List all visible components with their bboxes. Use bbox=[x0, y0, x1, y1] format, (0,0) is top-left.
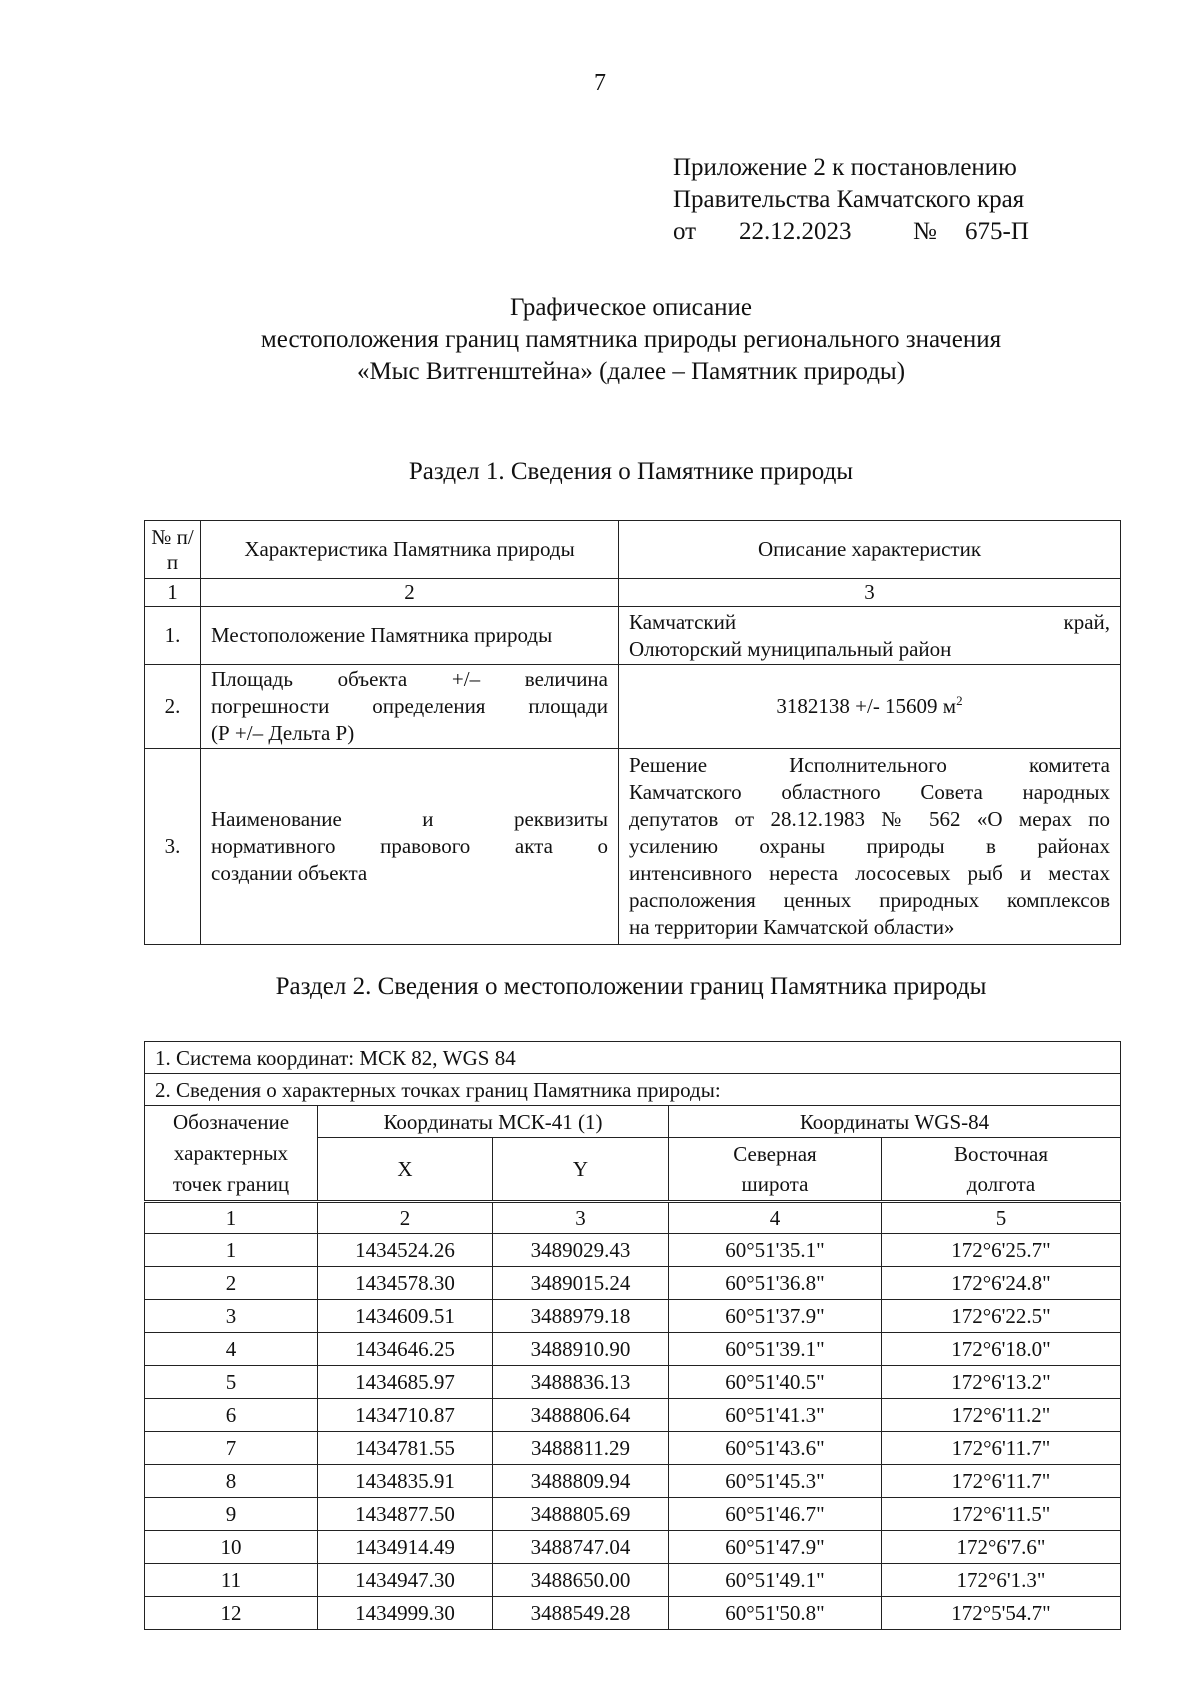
header-wgs: Координаты WGS-84 bbox=[669, 1106, 1121, 1138]
wgs-lat: 60°51'49.1" bbox=[669, 1564, 882, 1597]
colnum-3: 3 bbox=[619, 579, 1121, 607]
point-id: 10 bbox=[145, 1531, 318, 1564]
wgs-lat: 60°51'39.1" bbox=[669, 1333, 882, 1366]
msk-y: 3488809.94 bbox=[493, 1465, 669, 1498]
row-characteristic bbox=[201, 665, 619, 749]
table-row bbox=[145, 1432, 1121, 1465]
colnum-2: 2 bbox=[318, 1202, 493, 1234]
msk-x: 1434609.51 bbox=[318, 1300, 493, 1333]
table-row bbox=[145, 1300, 1121, 1333]
table-row bbox=[145, 1531, 1121, 1564]
msk-x: 1434685.97 bbox=[318, 1366, 493, 1399]
point-id: 6 bbox=[145, 1399, 318, 1432]
points-caption: 2. Сведения о характерных точках границ Памятника природы: bbox=[145, 1074, 1121, 1106]
wgs-lon: 172°6'11.5" bbox=[882, 1498, 1121, 1531]
table-row bbox=[145, 1333, 1121, 1366]
description-line: усилению охраны природы в районах bbox=[629, 834, 1110, 858]
wgs-lon: 172°6'22.5" bbox=[882, 1300, 1121, 1333]
table-row bbox=[145, 1597, 1121, 1630]
msk-x: 1434781.55 bbox=[318, 1432, 493, 1465]
title-line-3: «Мыс Витгенштейна» (далее – Памятник природы) bbox=[356, 358, 906, 385]
row-characteristic: Местоположение Памятника природы bbox=[201, 607, 619, 665]
msk-y: 3488979.18 bbox=[493, 1300, 669, 1333]
table-row bbox=[145, 1234, 1121, 1267]
point-id: 12 bbox=[145, 1597, 318, 1630]
colnum-4: 4 bbox=[669, 1202, 882, 1234]
characteristic-line: погрешности определения площади bbox=[211, 694, 608, 718]
wgs-lat: 60°51'41.3" bbox=[669, 1399, 882, 1432]
msk-x: 1434835.91 bbox=[318, 1465, 493, 1498]
table-row bbox=[145, 1498, 1121, 1531]
header-lat: Северная широта bbox=[669, 1138, 882, 1202]
wgs-lon: 172°6'11.7" bbox=[882, 1432, 1121, 1465]
characteristic-line: нормативного правового акта о bbox=[211, 834, 608, 858]
title-line-1: Графическое описание bbox=[509, 294, 753, 321]
row-description bbox=[619, 665, 1121, 749]
wgs-lon: 172°5'54.7" bbox=[882, 1597, 1121, 1630]
appendix-line-2: Правительства Камчатского края bbox=[673, 186, 1025, 213]
table-row bbox=[145, 1564, 1121, 1597]
point-id: 5 bbox=[145, 1366, 318, 1399]
point-id: 4 bbox=[145, 1333, 318, 1366]
colnum-3: 3 bbox=[493, 1202, 669, 1234]
table-header-row bbox=[145, 521, 1121, 579]
title-line-2: местоположения границ памятника природы регионального значения bbox=[260, 326, 1002, 353]
point-id: 7 bbox=[145, 1432, 318, 1465]
msk-x: 1434646.25 bbox=[318, 1333, 493, 1366]
wgs-lat: 60°51'47.9" bbox=[669, 1531, 882, 1564]
wgs-lon: 172°6'11.2" bbox=[882, 1399, 1121, 1432]
header-msk: Координаты МСК-41 (1) bbox=[318, 1106, 669, 1138]
appendix-date-number bbox=[673, 216, 1029, 248]
characteristic-line: Площадь объекта +/– величина bbox=[211, 667, 608, 691]
wgs-lon: 172°6'1.3" bbox=[882, 1564, 1121, 1597]
characteristic-line: (Р +/– Дельта Р) bbox=[211, 721, 355, 745]
header-num: № п/п bbox=[145, 521, 201, 579]
row-num: 3. bbox=[145, 749, 201, 945]
wgs-lon: 172°6'7.6" bbox=[882, 1531, 1121, 1564]
msk-x: 1434914.49 bbox=[318, 1531, 493, 1564]
table-row bbox=[145, 607, 1121, 665]
point-id: 8 bbox=[145, 1465, 318, 1498]
row-num: 2. bbox=[145, 665, 201, 749]
msk-y: 3488805.69 bbox=[493, 1498, 669, 1531]
msk-y: 3488549.28 bbox=[493, 1597, 669, 1630]
coord-system-row bbox=[145, 1042, 1121, 1074]
coordinates-table bbox=[144, 1041, 1121, 1630]
header-characteristic: Характеристика Памятника природы bbox=[201, 521, 619, 579]
wgs-lon: 172°6'18.0" bbox=[882, 1333, 1121, 1366]
appendix-date: 22.12.2023 bbox=[739, 218, 852, 245]
description-line: интенсивного нереста лососевых рыб и местах bbox=[629, 861, 1110, 885]
table-row bbox=[145, 1465, 1121, 1498]
row-num: 1. bbox=[145, 607, 201, 665]
column-numbers-row bbox=[145, 579, 1121, 607]
appendix-line-1: Приложение 2 к постановлению bbox=[673, 154, 1017, 181]
document-title bbox=[0, 292, 1200, 388]
characteristic-line: создании объекта bbox=[211, 861, 368, 885]
coord-system: 1. Система координат: МСК 82, WGS 84 bbox=[145, 1042, 1121, 1074]
colnum-1: 1 bbox=[145, 1202, 318, 1234]
description-line: депутатов от 28.12.1983 № 562 «О мерах по bbox=[629, 807, 1110, 831]
point-id: 2 bbox=[145, 1267, 318, 1300]
msk-x: 1434710.87 bbox=[318, 1399, 493, 1432]
characteristics-table bbox=[144, 520, 1121, 945]
point-id: 9 bbox=[145, 1498, 318, 1531]
msk-x: 1434947.30 bbox=[318, 1564, 493, 1597]
colnum-2: 2 bbox=[201, 579, 619, 607]
msk-y: 3488806.64 bbox=[493, 1399, 669, 1432]
colnum-5: 5 bbox=[882, 1202, 1121, 1234]
header-lon: Восточная долгота bbox=[882, 1138, 1121, 1202]
header-designation: Обозначение характерных точек границ bbox=[145, 1106, 318, 1202]
msk-y: 3489015.24 bbox=[493, 1267, 669, 1300]
wgs-lon: 172°6'24.8" bbox=[882, 1267, 1121, 1300]
msk-y: 3488836.13 bbox=[493, 1366, 669, 1399]
description-line: Олюторский муниципальный район bbox=[629, 636, 952, 661]
appendix-block bbox=[673, 152, 1029, 248]
section-2-heading: Раздел 2. Сведения о местоположении границ Памятника природы bbox=[275, 973, 987, 1000]
msk-y: 3488747.04 bbox=[493, 1531, 669, 1564]
header-y: Y bbox=[493, 1138, 669, 1202]
table-row bbox=[145, 749, 1121, 945]
colnum-1: 1 bbox=[145, 579, 201, 607]
header-x: X bbox=[318, 1138, 493, 1202]
msk-x: 1434877.50 bbox=[318, 1498, 493, 1531]
characteristic-line: Наименование и реквизиты bbox=[211, 807, 608, 831]
msk-y: 3488811.29 bbox=[493, 1432, 669, 1465]
section-1-heading: Раздел 1. Сведения о Памятнике природы bbox=[408, 458, 854, 485]
page-number: 7 bbox=[594, 70, 606, 96]
msk-y: 3488910.90 bbox=[493, 1333, 669, 1366]
wgs-lat: 60°51'35.1" bbox=[669, 1234, 882, 1267]
point-id: 1 bbox=[145, 1234, 318, 1267]
wgs-lat: 60°51'43.6" bbox=[669, 1432, 882, 1465]
row-description bbox=[619, 607, 1121, 665]
wgs-lon: 172°6'11.7" bbox=[882, 1465, 1121, 1498]
msk-x: 1434999.30 bbox=[318, 1597, 493, 1630]
table-row bbox=[145, 1366, 1121, 1399]
point-id: 3 bbox=[145, 1300, 318, 1333]
description-line: расположения ценных природных комплексов bbox=[629, 888, 1110, 912]
wgs-lat: 60°51'40.5" bbox=[669, 1366, 882, 1399]
points-caption-row bbox=[145, 1074, 1121, 1106]
row-description bbox=[619, 749, 1121, 945]
wgs-lon: 172°6'25.7" bbox=[882, 1234, 1121, 1267]
table-row bbox=[145, 665, 1121, 749]
point-id: 11 bbox=[145, 1564, 318, 1597]
description-line: Камчатского областного Совета народных bbox=[629, 780, 1110, 804]
table-row bbox=[145, 1267, 1121, 1300]
table-row bbox=[145, 1399, 1121, 1432]
coord-colnums-row bbox=[145, 1202, 1121, 1234]
appendix-number: 675-П bbox=[965, 218, 1029, 245]
msk-x: 1434578.30 bbox=[318, 1267, 493, 1300]
wgs-lat: 60°51'46.7" bbox=[669, 1498, 882, 1531]
msk-y: 3489029.43 bbox=[493, 1234, 669, 1267]
wgs-lat: 60°51'50.8" bbox=[669, 1597, 882, 1630]
msk-x: 1434524.26 bbox=[318, 1234, 493, 1267]
description-line: Решение Исполнительного комитета bbox=[629, 753, 1110, 777]
description-line: Камчатский край, bbox=[629, 609, 1110, 634]
row-characteristic bbox=[201, 749, 619, 945]
appendix-from-label: от bbox=[673, 218, 697, 245]
area-value: 3182138 +/- 15609 м bbox=[776, 694, 957, 718]
coord-header-row-1 bbox=[145, 1106, 1121, 1138]
wgs-lat: 60°51'37.9" bbox=[669, 1300, 882, 1333]
appendix-number-sign: № bbox=[913, 218, 937, 245]
area-unit-exponent: 2 bbox=[956, 693, 963, 708]
header-description: Описание характеристик bbox=[619, 521, 1121, 579]
msk-y: 3488650.00 bbox=[493, 1564, 669, 1597]
wgs-lat: 60°51'36.8" bbox=[669, 1267, 882, 1300]
description-line: на территории Камчатской области» bbox=[629, 915, 955, 939]
wgs-lat: 60°51'45.3" bbox=[669, 1465, 882, 1498]
wgs-lon: 172°6'13.2" bbox=[882, 1366, 1121, 1399]
